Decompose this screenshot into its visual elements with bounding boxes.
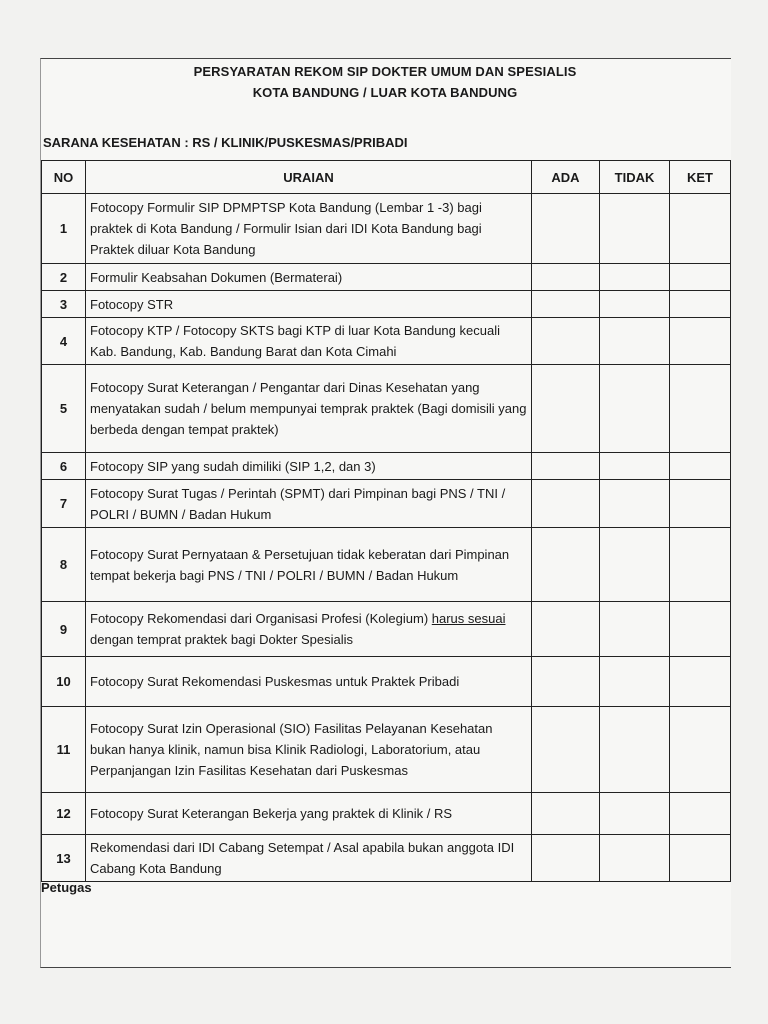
row-number: 10 — [42, 657, 86, 707]
table-row — [42, 602, 731, 657]
ket-cell[interactable] — [670, 602, 731, 657]
row-uraian: Fotocopy Surat Izin Operasional (SIO) Fasilitas Pelayanan Kesehatan bukan hanya klinik, namun bisa Klinik Radiologi, Laboratorium, atau Perpanjangan Izin Fasilitas Kesehatan dari Puskesmas — [86, 707, 532, 793]
row-number: 4 — [42, 318, 86, 365]
ada-cell[interactable] — [532, 365, 600, 453]
table-row — [42, 453, 731, 480]
ket-cell[interactable] — [670, 365, 731, 453]
table-row — [42, 291, 731, 318]
ada-cell[interactable] — [532, 264, 600, 291]
table-row — [42, 528, 731, 602]
ada-cell[interactable] — [532, 291, 600, 318]
tidak-cell[interactable] — [600, 528, 670, 602]
row-number: 5 — [42, 365, 86, 453]
table-row — [42, 264, 731, 291]
row-number: 8 — [42, 528, 86, 602]
petugas-label: Petugas — [41, 880, 92, 895]
table-row — [42, 480, 731, 528]
row-number: 13 — [42, 835, 86, 882]
tidak-cell[interactable] — [600, 707, 670, 793]
row-number: 9 — [42, 602, 86, 657]
ket-cell[interactable] — [670, 793, 731, 835]
ada-cell[interactable] — [532, 657, 600, 707]
row-number: 12 — [42, 793, 86, 835]
row-uraian: Fotocopy Surat Keterangan Bekerja yang praktek di Klinik / RS — [86, 793, 532, 835]
table-row — [42, 793, 731, 835]
row-number: 3 — [42, 291, 86, 318]
tidak-cell[interactable] — [600, 793, 670, 835]
tidak-cell[interactable] — [600, 194, 670, 264]
ada-cell[interactable] — [532, 793, 600, 835]
row-uraian: Fotocopy Surat Pernyataan & Persetujuan tidak keberatan dari Pimpinan tempat bekerja bagi PNS / TNI / POLRI / BUMN / Badan Hukum — [86, 528, 532, 602]
ket-cell[interactable] — [670, 835, 731, 882]
row-uraian-text: dengan temprat praktek bagi Dokter Spesialis — [90, 632, 354, 647]
row-uraian: Fotocopy Formulir SIP DPMPTSP Kota Bandung (Lembar 1 -3) bagi praktek di Kota Bandung / Formulir Isian dari IDI Kota Bandung bagi Praktek diluar Kota Bandung — [86, 194, 532, 264]
row-uraian-text: Fotocopy Rekomendasi dari Organisasi Profesi (Kolegium) — [90, 611, 432, 626]
row-uraian: Rekomendasi dari IDI Cabang Setempat / Asal apabila bukan anggota IDI Cabang Kota Bandung — [86, 835, 532, 882]
document-title: PERSYARATAN REKOM SIP DOKTER UMUM DAN SPESIALIS — [193, 64, 577, 79]
row-uraian: Fotocopy Surat Keterangan / Pengantar dari Dinas Kesehatan yang menyatakan sudah / belum mempunyai temprak praktek (Bagi domisili yang berbeda dengan tempat praktek) — [86, 365, 532, 453]
row-uraian: Formulir Keabsahan Dokumen (Bermaterai) — [86, 264, 532, 291]
table-row — [42, 194, 731, 264]
ket-cell[interactable] — [670, 480, 731, 528]
ada-cell[interactable] — [532, 480, 600, 528]
table-row — [42, 657, 731, 707]
tidak-cell[interactable] — [600, 264, 670, 291]
table-row — [42, 318, 731, 365]
ada-cell[interactable] — [532, 602, 600, 657]
row-uraian: Fotocopy Surat Tugas / Perintah (SPMT) dari Pimpinan bagi PNS / TNI / POLRI / BUMN / Badan Hukum — [86, 480, 532, 528]
tidak-cell[interactable] — [600, 365, 670, 453]
ada-cell[interactable] — [532, 194, 600, 264]
tidak-cell[interactable] — [600, 291, 670, 318]
tidak-cell[interactable] — [600, 657, 670, 707]
table-row — [42, 835, 731, 882]
row-number: 6 — [42, 453, 86, 480]
table-header-row — [42, 161, 731, 194]
ada-cell[interactable] — [532, 528, 600, 602]
row-uraian: Fotocopy Surat Rekomendasi Puskesmas untuk Praktek Pribadi — [86, 657, 532, 707]
ada-cell[interactable] — [532, 707, 600, 793]
ket-cell[interactable] — [670, 657, 731, 707]
tidak-cell[interactable] — [600, 318, 670, 365]
column-header-tidak: TIDAK — [600, 161, 670, 194]
requirements-table — [41, 160, 731, 882]
row-uraian — [86, 602, 532, 657]
column-header-uraian: URAIAN — [86, 161, 532, 194]
ket-cell[interactable] — [670, 528, 731, 602]
ada-cell[interactable] — [532, 835, 600, 882]
row-number: 7 — [42, 480, 86, 528]
row-number: 11 — [42, 707, 86, 793]
row-uraian: Fotocopy KTP / Fotocopy SKTS bagi KTP di luar Kota Bandung kecuali Kab. Bandung, Kab. Bandung Barat dan Kota Cimahi — [86, 318, 532, 365]
document-subtitle: KOTA BANDUNG / LUAR KOTA BANDUNG — [252, 85, 518, 100]
tidak-cell[interactable] — [600, 480, 670, 528]
ket-cell[interactable] — [670, 291, 731, 318]
tidak-cell[interactable] — [600, 453, 670, 480]
column-header-ket: KET — [670, 161, 731, 194]
ket-cell[interactable] — [670, 453, 731, 480]
row-uraian: Fotocopy STR — [86, 291, 532, 318]
underlined-requirement-text: harus sesuai — [431, 611, 506, 626]
tidak-cell[interactable] — [600, 602, 670, 657]
ket-cell[interactable] — [670, 707, 731, 793]
table-row — [42, 365, 731, 453]
ket-cell[interactable] — [670, 318, 731, 365]
row-number: 1 — [42, 194, 86, 264]
row-uraian: Fotocopy SIP yang sudah dimiliki (SIP 1,2, dan 3) — [86, 453, 532, 480]
table-row — [42, 707, 731, 793]
ket-cell[interactable] — [670, 194, 731, 264]
ada-cell[interactable] — [532, 453, 600, 480]
row-number: 2 — [42, 264, 86, 291]
tidak-cell[interactable] — [600, 835, 670, 882]
ada-cell[interactable] — [532, 318, 600, 365]
column-header-ada: ADA — [532, 161, 600, 194]
column-header-no: NO — [42, 161, 86, 194]
sarana-kesehatan-label: SARANA KESEHATAN : RS / KLINIK/PUSKESMAS/PRIBADI — [43, 135, 408, 150]
ket-cell[interactable] — [670, 264, 731, 291]
